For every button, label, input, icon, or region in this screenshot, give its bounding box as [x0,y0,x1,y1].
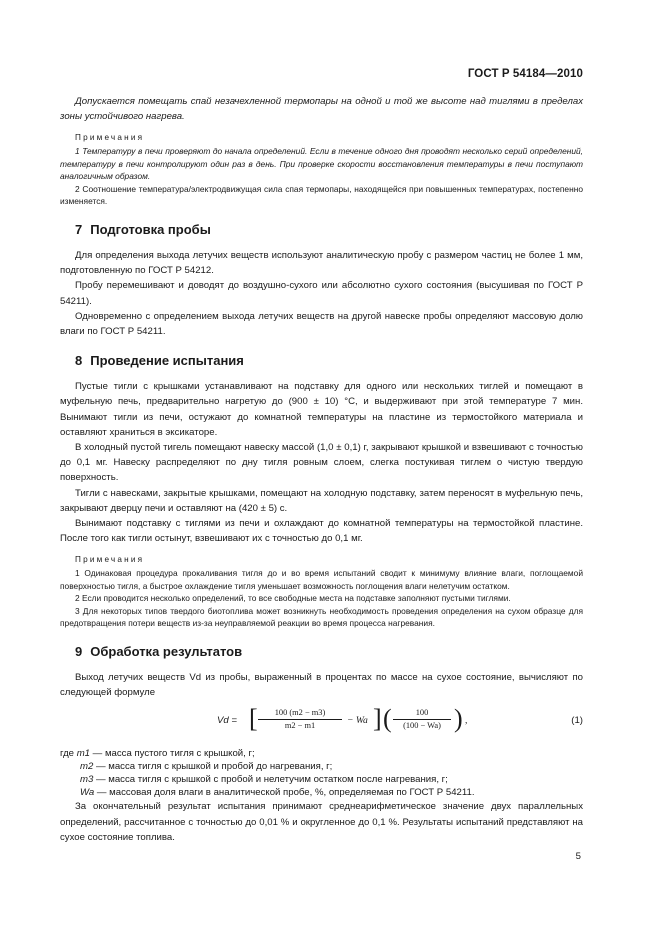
note-item: 2 Соотношение температура/электродвижущая сила спая термопары, находящейся при повышенных температурах, постепенно изменяется. [60,183,583,207]
note-item: 3 Для некоторых типов твердого биотоплива может возникнуть необходимость проведения определения на сухом образце для предотвращения потери веществ из-за неуправляемой реакции во время процесса нагревания. [60,605,583,629]
paragraph: Вынимают подставку с тиглями из печи и охлаждают до комнатной температуры на термостойкой пластине. После того как тигли остынут, взвешивают их с точностью до 0,1 мг. [60,518,583,545]
note-item: 1 Одинаковая процедура прокаливания тигля до и во время испытаний сводит к минимуму влияние влаги, поглощаемой поверхностью тигля, а быстрое охлаждение тигля уменьшает возможность поглощения влаги нелетучим остатком. [60,568,583,591]
page-content [60,94,583,845]
paragraph: Пустые тигли с крышками устанавливают на подставку для одного или нескольких тиглей и помещают в муфельную печь, предварительно нагретую до (900 ± 10) °С, и выдерживают при этой температуре 7 мин. Вынимают тигли из печи, остужают до комнатной температуры на пластине из термостойкого материала и оставляют храниться в эксикаторе. [60,381,583,438]
formula-minus-w: − Wa [347,715,368,727]
paragraph: Для определения выхода летучих веществ используют аналитическую пробу с размером частиц не более 1 мм, подготовленную по ГОСТ Р 54212. [60,249,583,277]
paren-open: ( [383,704,392,734]
section-heading-9: 9 Обработка результатов [75,643,243,659]
paren-close: ) [454,704,463,734]
formula-lhs: Vd = [217,715,238,727]
document-header: ГОСТ Р 54184—2010 [467,68,583,80]
formula-legend [60,747,583,799]
legend-row: Wa — массовая доля влаги в аналитической пробе, %, определяемая по ГОСТ Р 54211. [80,787,475,799]
fraction-1: 100 (m2 − m3) m2 − m1 [258,707,342,732]
note-item: 1 Температуру в печи проверяют до начала определений. Если в течение одного дня проводят несколько серий определений, температуру в печи контролируют один раз в день. При проверке скорости восстановления температуры в печи поступают аналогичным образом. [60,146,583,182]
bracket-close: ] [373,704,382,734]
equation-number: (1) [571,715,583,727]
paragraph: Выход летучих веществ Vd из пробы, выраженный в процентах по массе на сухое состояние, вычисляют по следующей формуле [60,671,583,699]
note-item: 2 Если проводится несколько определений, то все свободные места на подставке заполняют пустыми тиглями. [75,593,511,604]
paragraph: Пробу перемешивают и доводят до воздушно-сухого или абсолютно сухого состояния (высушивая по ГОСТ Р 54211). [60,280,583,307]
notes-heading: Примечания [75,133,145,143]
paragraph: За окончательный результат испытания принимают среднеарифметическое значение двух параллельных определений, рассчитанное с точностью до 0,01 % и округленное до 0,1 %. Результаты испытаний представляют на сухое состояние топлива. [60,801,583,843]
legend-row: где m1 — масса пустого тигля с крышкой, г; [60,748,255,760]
section-heading-8: 8 Проведение испытания [75,353,244,369]
bracket-open: [ [249,704,258,734]
formula [60,703,583,743]
paragraph: Тигли с навесками, закрытые крышками, помещают на холодную подставку, затем переносят в муфельную печь, закрывают дверцу печи и оставляют на (420 ± 5) с. [60,487,583,514]
legend-row: m2 — масса тигля с крышкой и пробой до нагревания, г; [80,761,333,773]
legend-row: m3 — масса тигля с крышкой с пробой и нелетучим остатком после нагревания, г; [80,774,448,786]
notes-heading: Примечания [75,555,145,565]
intro-paragraph: Допускается помещать спай незачехленной термопары на одной и той же высоте над тиглями в пределах зоны устойчивого нагрева. [60,96,583,123]
paragraph: В холодный пустой тигель помещают навеску массой (1,0 ± 0,1) г, закрывают крышкой и взвешивают с точностью до 0,1 мг. Навеску распределяют по дну тигля ровным слоем, слегка постукивая тиглем о чистую твердую поверхность. [60,442,583,484]
fraction-2: 100 (100 − Wa) [393,707,451,732]
section-heading-7: 7 Подготовка пробы [75,221,211,237]
page-number: 5 [575,851,581,862]
paragraph: Одновременно с определением выхода летучих веществ на другой навеске пробы определяют массовую долю влаги по ГОСТ Р 54211. [60,310,583,337]
formula-end: , [465,715,468,727]
